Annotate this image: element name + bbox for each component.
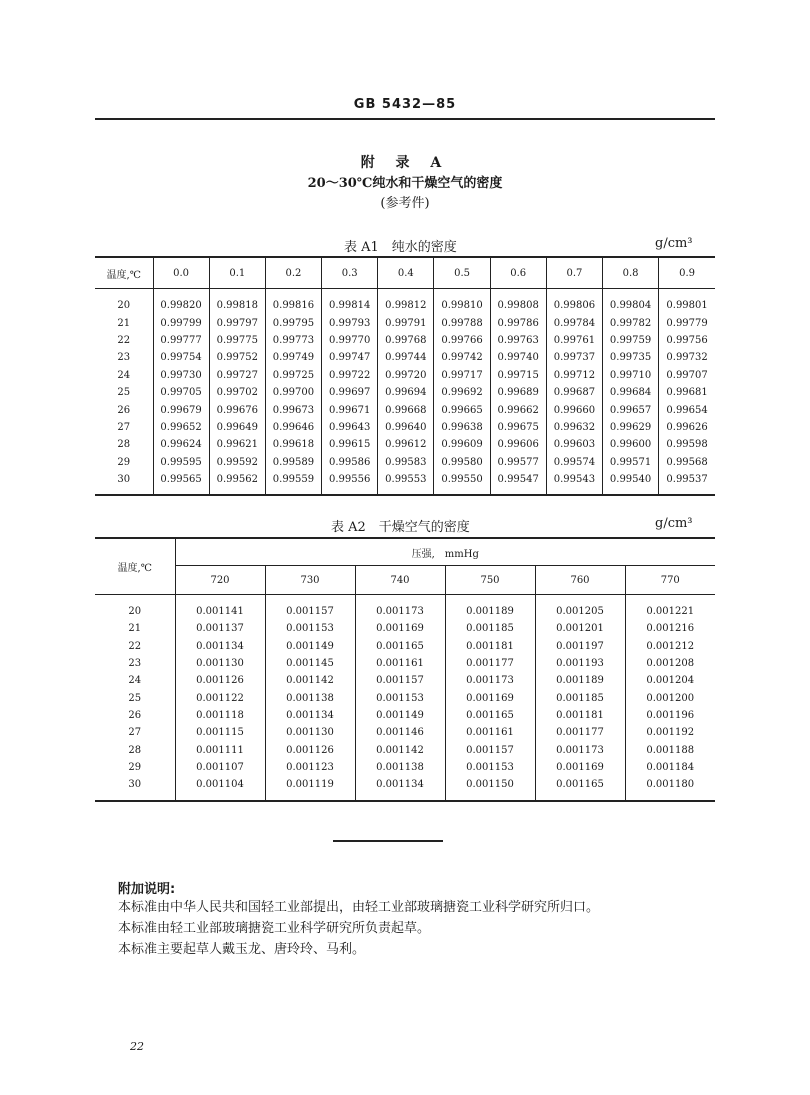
density-cell: 0.99791 bbox=[378, 314, 434, 331]
density-cell: 0.001122 bbox=[175, 689, 265, 706]
table-a2-col-header: 720 bbox=[175, 566, 265, 595]
density-cell: 0.001173 bbox=[535, 741, 625, 758]
density-cell: 0.99779 bbox=[659, 314, 715, 331]
density-cell: 0.001141 bbox=[175, 603, 265, 620]
density-cell: 0.99676 bbox=[209, 401, 265, 418]
density-cell: 0.99722 bbox=[322, 367, 378, 384]
density-cell: 0.99665 bbox=[434, 401, 490, 418]
density-cell: 0.001126 bbox=[175, 672, 265, 689]
table-row bbox=[95, 332, 715, 349]
density-cell: 0.001173 bbox=[445, 672, 535, 689]
density-cell: 0.99702 bbox=[209, 384, 265, 401]
density-cell: 0.99574 bbox=[546, 454, 602, 471]
table-row bbox=[95, 384, 715, 401]
density-cell: 0.99675 bbox=[490, 419, 546, 436]
density-cell: 0.99740 bbox=[490, 349, 546, 366]
density-cell: 0.001138 bbox=[355, 759, 445, 776]
density-cell: 0.001169 bbox=[355, 620, 445, 637]
temperature-cell: 27 bbox=[128, 727, 142, 739]
density-cell: 0.99550 bbox=[434, 471, 490, 488]
table-a2-body bbox=[95, 595, 715, 802]
temperature-cell: 25 bbox=[117, 387, 131, 399]
appendix-subtitle: 20～30℃纯水和干燥空气的密度 bbox=[307, 176, 503, 191]
density-cell: 0.99694 bbox=[378, 384, 434, 401]
table-a1-col-header: 0.7 bbox=[546, 257, 602, 289]
density-cell: 0.001169 bbox=[445, 689, 535, 706]
density-cell: 0.001149 bbox=[265, 638, 355, 655]
density-cell: 0.99742 bbox=[434, 349, 490, 366]
density-cell: 0.001130 bbox=[265, 724, 355, 741]
temperature-cell: 29 bbox=[128, 761, 142, 773]
table-a1-body bbox=[95, 289, 715, 496]
density-cell: 0.99640 bbox=[378, 419, 434, 436]
density-cell: 0.99793 bbox=[322, 314, 378, 331]
page-number: 22 bbox=[130, 1040, 144, 1053]
density-cell: 0.99777 bbox=[153, 332, 209, 349]
temperature-cell: 30 bbox=[117, 474, 131, 486]
density-cell: 0.001149 bbox=[355, 707, 445, 724]
density-cell: 0.99749 bbox=[265, 349, 321, 366]
density-cell: 0.99812 bbox=[378, 297, 434, 314]
density-cell: 0.99799 bbox=[153, 314, 209, 331]
density-cell: 0.99744 bbox=[378, 349, 434, 366]
density-cell: 0.99657 bbox=[603, 401, 659, 418]
temperature-cell: 21 bbox=[128, 623, 142, 635]
density-cell: 0.001165 bbox=[355, 638, 445, 655]
density-cell: 0.99598 bbox=[659, 436, 715, 453]
density-cell: 0.99583 bbox=[378, 454, 434, 471]
density-cell: 0.001212 bbox=[625, 638, 715, 655]
density-cell: 0.99770 bbox=[322, 332, 378, 349]
temperature-cell: 27 bbox=[117, 421, 131, 433]
density-cell: 0.99540 bbox=[603, 471, 659, 488]
density-cell: 0.99684 bbox=[603, 384, 659, 401]
density-cell: 0.99556 bbox=[322, 471, 378, 488]
table-row bbox=[95, 603, 715, 620]
table-a1-row-header: 温度,℃ bbox=[95, 257, 153, 289]
density-cell: 0.99786 bbox=[490, 314, 546, 331]
density-cell: 0.99692 bbox=[434, 384, 490, 401]
density-cell: 0.001189 bbox=[535, 672, 625, 689]
table-a2-pressure-header: 压强, mmHg bbox=[175, 538, 715, 566]
density-cell: 0.99649 bbox=[209, 419, 265, 436]
appendix-note: (参考件) bbox=[380, 196, 430, 211]
density-cell: 0.99606 bbox=[490, 436, 546, 453]
density-cell: 0.99759 bbox=[603, 332, 659, 349]
temperature-cell: 22 bbox=[128, 640, 142, 652]
density-cell: 0.001111 bbox=[175, 741, 265, 758]
table-a2-unit: g/cm³ bbox=[655, 516, 693, 531]
density-cell: 0.99730 bbox=[153, 367, 209, 384]
temperature-cell: 25 bbox=[128, 692, 142, 704]
density-cell: 0.99727 bbox=[209, 367, 265, 384]
density-cell: 0.99586 bbox=[322, 454, 378, 471]
density-cell: 0.001137 bbox=[175, 620, 265, 637]
density-cell: 0.001157 bbox=[355, 672, 445, 689]
density-cell: 0.99707 bbox=[659, 367, 715, 384]
density-cell: 0.99595 bbox=[153, 454, 209, 471]
density-cell: 0.001130 bbox=[175, 655, 265, 672]
table-row bbox=[95, 401, 715, 418]
table-row bbox=[95, 724, 715, 741]
density-cell: 0.99735 bbox=[603, 349, 659, 366]
density-cell: 0.99612 bbox=[378, 436, 434, 453]
density-cell: 0.001221 bbox=[625, 603, 715, 620]
density-cell: 0.001165 bbox=[445, 707, 535, 724]
density-cell: 0.99797 bbox=[209, 314, 265, 331]
density-cell: 0.99700 bbox=[265, 384, 321, 401]
density-cell: 0.001201 bbox=[535, 620, 625, 637]
table-row bbox=[95, 454, 715, 471]
temperature-cell: 28 bbox=[117, 439, 131, 451]
density-cell: 0.99662 bbox=[490, 401, 546, 418]
density-cell: 0.99756 bbox=[659, 332, 715, 349]
density-cell: 0.001126 bbox=[265, 741, 355, 758]
density-cell: 0.99568 bbox=[659, 454, 715, 471]
temperature-cell: 23 bbox=[128, 658, 142, 670]
density-cell: 0.99720 bbox=[378, 367, 434, 384]
density-cell: 0.99808 bbox=[490, 297, 546, 314]
density-cell: 0.99626 bbox=[659, 419, 715, 436]
density-cell: 0.001145 bbox=[265, 655, 355, 672]
temperature-cell: 23 bbox=[117, 352, 131, 364]
table-row bbox=[95, 620, 715, 637]
standard-code-header: GB 5432—85 bbox=[353, 97, 457, 112]
temperature-cell: 24 bbox=[128, 675, 142, 687]
table-a2-col-header: 740 bbox=[355, 566, 445, 595]
density-cell: 0.99818 bbox=[209, 297, 265, 314]
density-cell: 0.001134 bbox=[355, 776, 445, 793]
density-cell: 0.99801 bbox=[659, 297, 715, 314]
density-cell: 0.99814 bbox=[322, 297, 378, 314]
table-a1-unit: g/cm³ bbox=[655, 236, 693, 251]
table-a2-col-header: 730 bbox=[265, 566, 355, 595]
density-cell: 0.001157 bbox=[265, 603, 355, 620]
density-cell: 0.001142 bbox=[265, 672, 355, 689]
table-a1-caption: 表 A1 纯水的密度 bbox=[344, 240, 457, 255]
temperature-cell: 21 bbox=[117, 317, 131, 329]
density-cell: 0.99816 bbox=[265, 297, 321, 314]
density-cell: 0.001165 bbox=[535, 776, 625, 793]
density-cell: 0.99737 bbox=[546, 349, 602, 366]
density-cell: 0.99592 bbox=[209, 454, 265, 471]
density-cell: 0.99766 bbox=[434, 332, 490, 349]
pure-water-density-table bbox=[95, 256, 715, 496]
density-cell: 0.99773 bbox=[265, 332, 321, 349]
density-cell: 0.001189 bbox=[445, 603, 535, 620]
temperature-cell: 20 bbox=[117, 300, 131, 312]
density-cell: 0.001142 bbox=[355, 741, 445, 758]
density-cell: 0.99624 bbox=[153, 436, 209, 453]
table-row bbox=[95, 741, 715, 758]
temperature-cell: 22 bbox=[117, 334, 131, 346]
density-cell: 0.99752 bbox=[209, 349, 265, 366]
density-cell: 0.99788 bbox=[434, 314, 490, 331]
density-cell: 0.99795 bbox=[265, 314, 321, 331]
table-a2-col-header: 760 bbox=[535, 566, 625, 595]
density-cell: 0.001134 bbox=[265, 707, 355, 724]
density-cell: 0.001208 bbox=[625, 655, 715, 672]
density-cell: 0.001134 bbox=[175, 638, 265, 655]
density-cell: 0.99553 bbox=[378, 471, 434, 488]
density-cell: 0.99621 bbox=[209, 436, 265, 453]
density-cell: 0.99717 bbox=[434, 367, 490, 384]
density-cell: 0.001181 bbox=[445, 638, 535, 655]
density-cell: 0.99571 bbox=[603, 454, 659, 471]
density-cell: 0.001177 bbox=[535, 724, 625, 741]
density-cell: 0.001169 bbox=[535, 759, 625, 776]
density-cell: 0.001161 bbox=[355, 655, 445, 672]
density-cell: 0.001157 bbox=[445, 741, 535, 758]
table-a1-col-header: 0.5 bbox=[434, 257, 490, 289]
density-cell: 0.99820 bbox=[153, 297, 209, 314]
density-cell: 0.99768 bbox=[378, 332, 434, 349]
density-cell: 0.99609 bbox=[434, 436, 490, 453]
density-cell: 0.001177 bbox=[445, 655, 535, 672]
table-row bbox=[95, 349, 715, 366]
density-cell: 0.001185 bbox=[535, 689, 625, 706]
density-cell: 0.99687 bbox=[546, 384, 602, 401]
density-cell: 0.001119 bbox=[265, 776, 355, 793]
density-cell: 0.001205 bbox=[535, 603, 625, 620]
temperature-cell: 26 bbox=[128, 709, 142, 721]
density-cell: 0.001123 bbox=[265, 759, 355, 776]
table-a2-caption: 表 A2 干燥空气的密度 bbox=[331, 520, 470, 535]
density-cell: 0.99638 bbox=[434, 419, 490, 436]
density-cell: 0.001153 bbox=[445, 759, 535, 776]
density-cell: 0.001185 bbox=[445, 620, 535, 637]
density-cell: 0.99562 bbox=[209, 471, 265, 488]
table-row bbox=[95, 638, 715, 655]
density-cell: 0.99679 bbox=[153, 401, 209, 418]
density-cell: 0.99654 bbox=[659, 401, 715, 418]
density-cell: 0.99565 bbox=[153, 471, 209, 488]
temperature-cell: 20 bbox=[128, 606, 142, 618]
density-cell: 0.99782 bbox=[603, 314, 659, 331]
density-cell: 0.001204 bbox=[625, 672, 715, 689]
density-cell: 0.001197 bbox=[535, 638, 625, 655]
table-row bbox=[95, 776, 715, 793]
dry-air-density-table bbox=[95, 537, 715, 802]
density-cell: 0.99603 bbox=[546, 436, 602, 453]
density-cell: 0.99543 bbox=[546, 471, 602, 488]
density-cell: 0.99629 bbox=[603, 419, 659, 436]
density-cell: 0.001180 bbox=[625, 776, 715, 793]
density-cell: 0.99705 bbox=[153, 384, 209, 401]
density-cell: 0.001216 bbox=[625, 620, 715, 637]
density-cell: 0.99715 bbox=[490, 367, 546, 384]
density-cell: 0.001173 bbox=[355, 603, 445, 620]
density-cell: 0.001196 bbox=[625, 707, 715, 724]
density-cell: 0.001181 bbox=[535, 707, 625, 724]
density-cell: 0.001107 bbox=[175, 759, 265, 776]
table-a2-row-header: 温度,℃ bbox=[95, 538, 175, 595]
density-cell: 0.99712 bbox=[546, 367, 602, 384]
header-rule bbox=[95, 118, 715, 120]
table-row bbox=[95, 655, 715, 672]
density-cell: 0.99577 bbox=[490, 454, 546, 471]
table-row bbox=[95, 707, 715, 724]
density-cell: 0.001153 bbox=[355, 689, 445, 706]
temperature-cell: 28 bbox=[128, 744, 142, 756]
table-a2-col-header: 750 bbox=[445, 566, 535, 595]
temperature-cell: 29 bbox=[117, 456, 131, 468]
density-cell: 0.001104 bbox=[175, 776, 265, 793]
density-cell: 0.001161 bbox=[445, 724, 535, 741]
density-cell: 0.99618 bbox=[265, 436, 321, 453]
table-a1-col-header: 0.4 bbox=[378, 257, 434, 289]
temperature-cell: 26 bbox=[117, 404, 131, 416]
temperature-cell: 30 bbox=[128, 779, 142, 791]
table-row bbox=[95, 436, 715, 453]
density-cell: 0.99580 bbox=[434, 454, 490, 471]
density-cell: 0.99646 bbox=[265, 419, 321, 436]
table-a1-col-header: 0.9 bbox=[659, 257, 715, 289]
density-cell: 0.99547 bbox=[490, 471, 546, 488]
density-cell: 0.99652 bbox=[153, 419, 209, 436]
density-cell: 0.99559 bbox=[265, 471, 321, 488]
density-cell: 0.99784 bbox=[546, 314, 602, 331]
density-cell: 0.99600 bbox=[603, 436, 659, 453]
table-a1-col-header: 0.0 bbox=[153, 257, 209, 289]
table-row bbox=[95, 689, 715, 706]
density-cell: 0.99689 bbox=[490, 384, 546, 401]
table-a1-col-header: 0.1 bbox=[209, 257, 265, 289]
density-cell: 0.99671 bbox=[322, 401, 378, 418]
density-cell: 0.99804 bbox=[603, 297, 659, 314]
density-cell: 0.99747 bbox=[322, 349, 378, 366]
density-cell: 0.99775 bbox=[209, 332, 265, 349]
density-cell: 0.99761 bbox=[546, 332, 602, 349]
density-cell: 0.99660 bbox=[546, 401, 602, 418]
density-cell: 0.99697 bbox=[322, 384, 378, 401]
end-rule bbox=[333, 840, 443, 842]
table-a1-col-header: 0.8 bbox=[603, 257, 659, 289]
density-cell: 0.99615 bbox=[322, 436, 378, 453]
density-cell: 0.001118 bbox=[175, 707, 265, 724]
temperature-cell: 24 bbox=[117, 369, 131, 381]
density-cell: 0.001115 bbox=[175, 724, 265, 741]
density-cell: 0.001146 bbox=[355, 724, 445, 741]
table-a1-col-header: 0.3 bbox=[322, 257, 378, 289]
density-cell: 0.001150 bbox=[445, 776, 535, 793]
notes-title: 附加说明: bbox=[118, 882, 176, 897]
density-cell: 0.99732 bbox=[659, 349, 715, 366]
table-a1-col-header: 0.2 bbox=[265, 257, 321, 289]
table-row bbox=[95, 759, 715, 776]
density-cell: 0.001200 bbox=[625, 689, 715, 706]
density-cell: 0.001184 bbox=[625, 759, 715, 776]
density-cell: 0.001193 bbox=[535, 655, 625, 672]
density-cell: 0.99668 bbox=[378, 401, 434, 418]
density-cell: 0.99725 bbox=[265, 367, 321, 384]
table-row bbox=[95, 314, 715, 331]
density-cell: 0.99806 bbox=[546, 297, 602, 314]
density-cell: 0.001138 bbox=[265, 689, 355, 706]
table-row bbox=[95, 297, 715, 314]
table-a1-col-header: 0.6 bbox=[490, 257, 546, 289]
density-cell: 0.99589 bbox=[265, 454, 321, 471]
density-cell: 0.99810 bbox=[434, 297, 490, 314]
density-cell: 0.99710 bbox=[603, 367, 659, 384]
appendix-title: 附 录 A bbox=[360, 155, 450, 171]
density-cell: 0.99763 bbox=[490, 332, 546, 349]
note-line: 本标准主要起草人戴玉龙、唐玲玲、马利。 bbox=[118, 942, 366, 957]
density-cell: 0.001188 bbox=[625, 741, 715, 758]
density-cell: 0.001192 bbox=[625, 724, 715, 741]
table-row bbox=[95, 367, 715, 384]
density-cell: 0.99537 bbox=[659, 471, 715, 488]
note-line: 本标准由轻工业部玻璃搪瓷工业科学研究所负责起草。 bbox=[118, 921, 431, 936]
table-a2-col-header: 770 bbox=[625, 566, 715, 595]
density-cell: 0.99754 bbox=[153, 349, 209, 366]
density-cell: 0.001153 bbox=[265, 620, 355, 637]
density-cell: 0.99681 bbox=[659, 384, 715, 401]
table-row bbox=[95, 419, 715, 436]
density-cell: 0.99673 bbox=[265, 401, 321, 418]
density-cell: 0.99643 bbox=[322, 419, 378, 436]
density-cell: 0.99632 bbox=[546, 419, 602, 436]
table-row bbox=[95, 471, 715, 488]
table-row bbox=[95, 672, 715, 689]
note-line: 本标准由中华人民共和国轻工业部提出，由轻工业部玻璃搪瓷工业科学研究所归口。 bbox=[118, 900, 600, 915]
